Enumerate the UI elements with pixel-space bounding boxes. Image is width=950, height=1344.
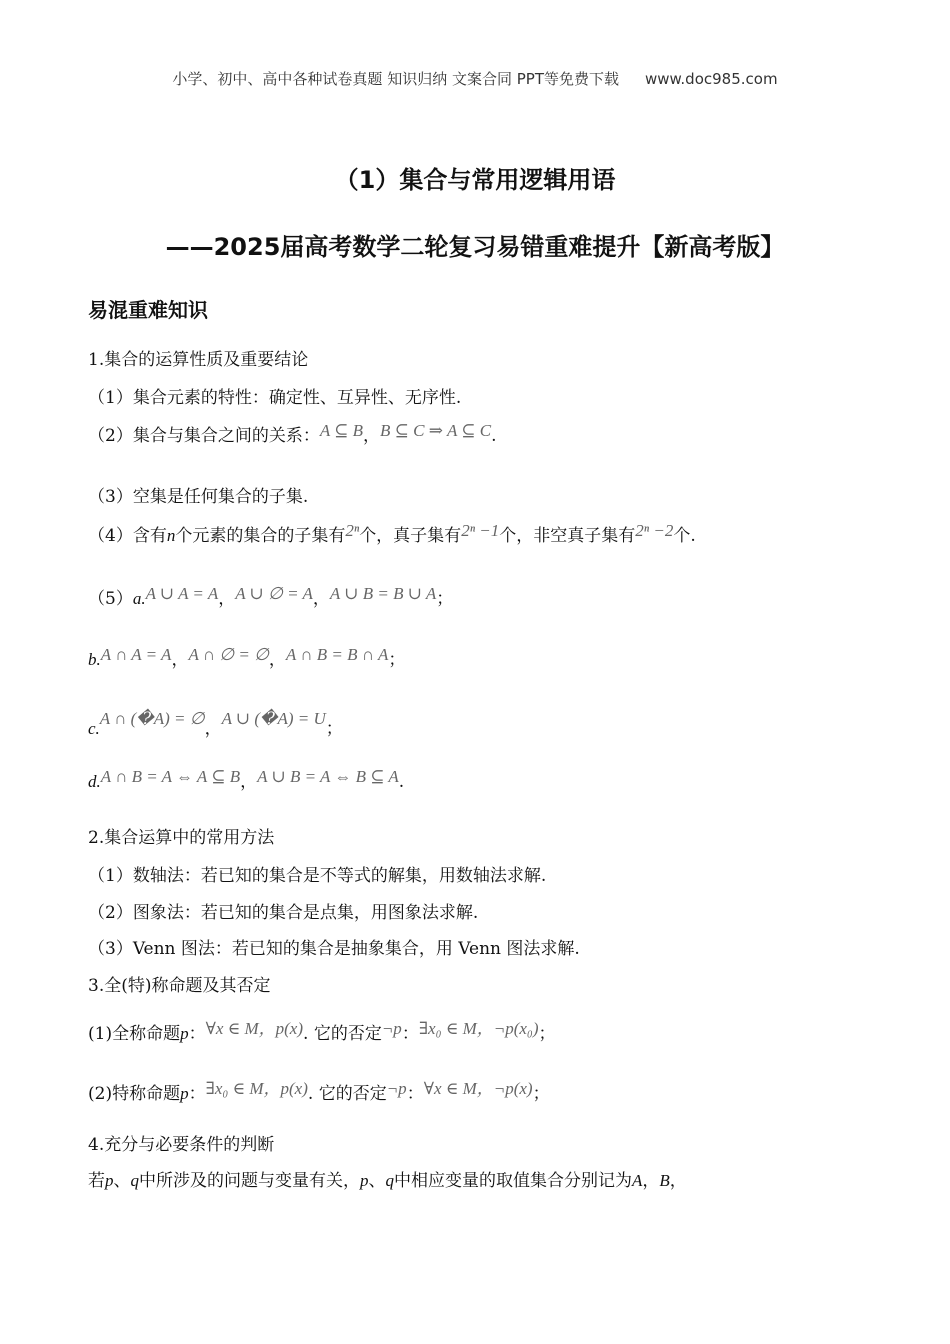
s4-line1: [88, 1166, 687, 1191]
formula-2n-2: 2ⁿ −2: [635, 521, 674, 540]
s3-heading: 3.全(特)称命题及其否定: [88, 976, 271, 996]
t: ：: [188, 1084, 206, 1104]
sep: ，: [312, 589, 330, 609]
formula-existential-negation: ∀x ∈ M，¬p(x): [423, 1079, 533, 1098]
sep: ，: [268, 650, 286, 670]
t: 个，非空真子集有: [499, 526, 636, 546]
t: 中所涉及的问题与变量有关，: [139, 1171, 360, 1191]
s1-line2: [88, 421, 497, 446]
s4-heading: 4.充分与必要条件的判断: [88, 1135, 275, 1155]
s1-line5: [88, 584, 453, 609]
page-header: [0, 68, 950, 89]
var-A: A: [632, 1171, 643, 1190]
s1-line2-text: （2）集合与集合之间的关系：: [88, 426, 320, 446]
formula-existential: ∃x₀ ∈ M，p(x): [205, 1079, 308, 1098]
formula-inter-complement: A ∩ (�A) = ∅: [99, 709, 205, 728]
var-B: B: [659, 1171, 670, 1190]
end-punct: .: [491, 426, 497, 446]
t: 、: [113, 1171, 131, 1191]
var-n: n: [166, 526, 176, 545]
formula-subset-ab: A ⊆ B: [319, 421, 364, 440]
doc-subtitle: ——2025届高考数学二轮复习易错重难提升【新高考版】: [165, 233, 785, 261]
var-q: q: [385, 1171, 394, 1190]
var-p: p: [180, 1084, 189, 1103]
doc-title: （1）集合与常用逻辑用语: [334, 166, 616, 194]
formula-2n: 2ⁿ: [345, 521, 360, 540]
formula-inter-empty: A ∩ ∅ = ∅: [188, 645, 269, 664]
formula-universal-negation: ∃x₀ ∈ M，¬p(x₀): [418, 1019, 539, 1038]
s1-line7: [88, 709, 343, 739]
s1-line8: [88, 767, 404, 792]
var-q: q: [130, 1171, 139, 1190]
formula-not-p: ¬p: [381, 1019, 402, 1038]
formula-union-commute: A ∪ B = B ∪ A: [329, 584, 437, 603]
s2-line1: （1）数轴法：若已知的集合是不等式的解集，用数轴法求解.: [88, 866, 547, 886]
var-p: p: [105, 1171, 114, 1190]
end-punct: ；: [532, 1084, 550, 1104]
s3-line2: [88, 1079, 550, 1104]
t: ，: [669, 1171, 687, 1191]
s1-heading: 1.集合的运算性质及重要结论: [88, 350, 309, 370]
formula-inter-commute: A ∩ B = B ∩ A: [285, 645, 389, 664]
var-p: p: [360, 1171, 369, 1190]
t: (1)全称命题: [88, 1024, 181, 1044]
formula-inter-equiv: A ∩ B = A ⇔ A ⊆ B: [100, 767, 241, 786]
end-punct: ；: [388, 650, 406, 670]
s3-line1: [88, 1019, 556, 1044]
header-url[interactable]: www.doc985.com: [644, 70, 778, 88]
formula-union-equiv: A ∪ B = A ⇔ B ⊆ A: [257, 767, 399, 786]
t: ：: [406, 1084, 424, 1104]
t: ，: [642, 1171, 660, 1191]
formula-union-complement: A ∪ (�A) = U: [221, 709, 326, 728]
t: 个元素的集合的子集有: [175, 526, 346, 546]
t: . 它的否定: [307, 1084, 387, 1104]
t: . 它的否定: [303, 1024, 382, 1044]
formula-union-empty: A ∪ ∅ = A: [235, 584, 313, 603]
formula-2n-1: 2ⁿ −1: [461, 521, 500, 540]
t: 个.: [673, 526, 696, 546]
t: ：: [401, 1024, 419, 1044]
s1-line1: （1）集合元素的特性：确定性、互异性、无序性.: [88, 388, 462, 408]
formula-inter-self: A ∩ A = A: [100, 645, 172, 664]
label-b: b.: [88, 650, 101, 669]
s1-line6: [88, 645, 405, 670]
s2-heading: 2.集合运算中的常用方法: [88, 828, 275, 848]
sep: ，: [240, 772, 258, 792]
formula-not-p: ¬p: [386, 1079, 407, 1098]
label-c: c.: [88, 719, 100, 738]
sep: ，: [204, 719, 222, 739]
formula-universal: ∀x ∈ M，p(x): [205, 1019, 304, 1038]
t: 、: [368, 1171, 386, 1191]
formula-subset-transitive: B ⊆ C ⇒ A ⊆ C: [380, 421, 492, 440]
s1-line4: [88, 521, 696, 546]
sep: ，: [171, 650, 189, 670]
section-heading: 易混重难知识: [88, 298, 208, 322]
end-punct: ；: [436, 589, 454, 609]
t: ：: [188, 1024, 206, 1044]
sep: ，: [218, 589, 236, 609]
sep: ，: [363, 426, 381, 446]
t: （5）: [88, 589, 133, 609]
label-a: a.: [132, 589, 146, 608]
s2-line2: （2）图象法：若已知的集合是点集，用图象法求解.: [88, 903, 479, 923]
s1-line3: （3）空集是任何集合的子集.: [88, 487, 309, 507]
end-punct: .: [398, 772, 405, 792]
end-punct: ；: [325, 719, 343, 739]
formula-union-self: A ∪ A = A: [145, 584, 219, 603]
label-d: d.: [88, 772, 101, 791]
header-text: 小学、初中、高中各种试卷真题 知识归纳 文案合同 PPT等免费下载: [172, 70, 619, 88]
end-punct: ；: [538, 1024, 556, 1044]
t: (2)特称命题: [88, 1084, 181, 1104]
t: 中相应变量的取值集合分别记为: [394, 1171, 632, 1191]
t: 个，真子集有: [359, 526, 462, 546]
s2-line3: （3）Venn 图法：若已知的集合是抽象集合，用 Venn 图法求解.: [88, 939, 580, 959]
t: 若: [88, 1171, 105, 1191]
var-p: p: [180, 1024, 189, 1043]
t: （4）含有: [88, 526, 167, 546]
